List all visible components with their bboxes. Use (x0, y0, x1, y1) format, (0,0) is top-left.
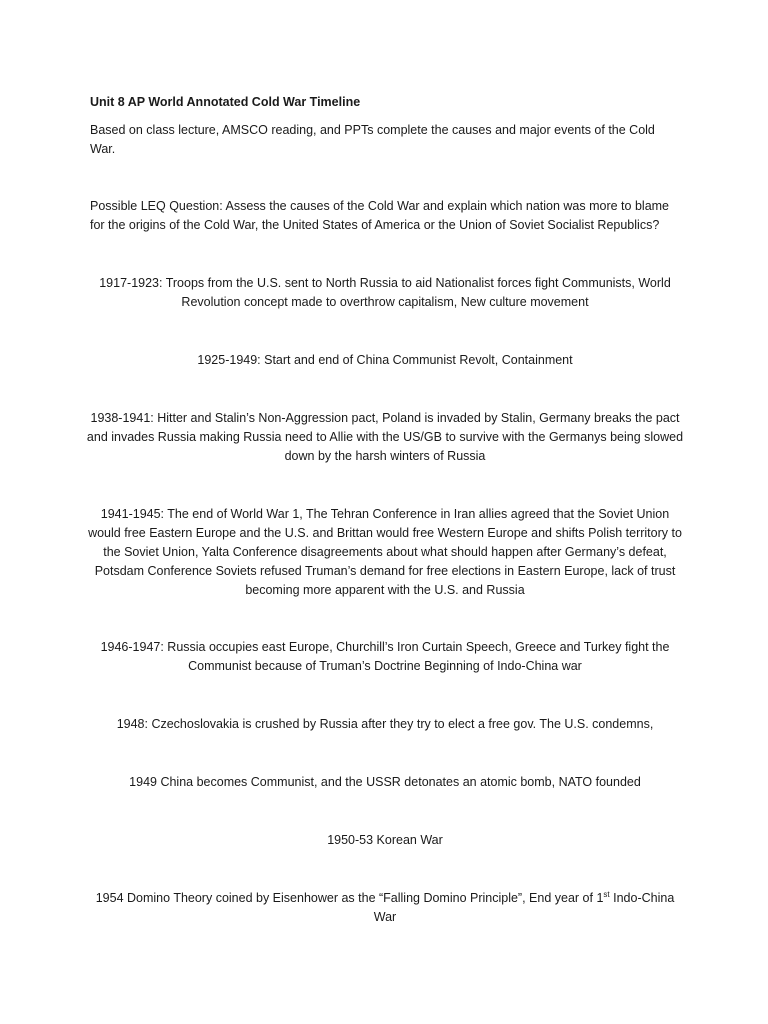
timeline-entry-1946-1947: 1946-1947: Russia occupies east Europe, Churchill’s Iron Curtain Speech, Greece and Turkey fight the Communist because of Truman’s Doctrine Beginning of Indo-China war (100, 640, 670, 673)
timeline-entry-1950-1953: 1950-53 Korean War (327, 833, 443, 847)
timeline-entry-1941-1945: 1941-1945: The end of World War 1, The Tehran Conference in Iran allies agreed that the Soviet Union would free Eastern Europe and the U.S. and Brittan would free Western Europe and shifts Polish territory to the Soviet Union, Yalta Conference disagreements about what should happen after Germany’s defeat, Potsdam Conference Soviets refused Truman’s demand for free elections in Eastern Europe, lack of trust becoming more apparent with the U.S. and Russia (88, 507, 682, 597)
timeline-entry-1954-text-start: 1954 Domino Theory coined by Eisenhower as the “Falling Domino Principle”, End year of 1 (95, 891, 604, 905)
leq-question-paragraph: Possible LEQ Question: Assess the causes of the Cold War and explain which nation was more to blame for the origins of the Cold War, the United States of America or the Union of Soviet Socialist Republics? (90, 199, 670, 232)
intro-paragraph: Based on class lecture, AMSCO reading, and PPTs complete the causes and major events of the Cold War. (90, 123, 655, 156)
timeline-entry-1917-1923: 1917-1923: Troops from the U.S. sent to North Russia to aid Nationalist forces fight Communists, World Revolution concept made to overthrow capitalism, New culture movement (99, 276, 671, 309)
timeline-entry-1925-1949: 1925-1949: Start and end of China Communist Revolt, Containment (197, 353, 573, 367)
timeline-entry-1948: 1948: Czechoslovakia is crushed by Russia after they try to elect a free gov. The U.S. condemns, (116, 717, 654, 731)
ordinal-superscript: st (603, 889, 610, 899)
timeline-entry-1938-1941: 1938-1941: Hitter and Stalin’s Non-Aggression pact, Poland is invaded by Stalin, Germany breaks the pact and invades Russia making Russia need to Allie with the US/GB to survive with the Germanys being slowed down by the harsh winters of Russia (86, 411, 684, 463)
timeline-entry-1954 (85, 889, 685, 927)
document-title: Unit 8 AP World Annotated Cold War Timeline (90, 95, 361, 109)
timeline-entry-1954-text-end: Indo-China War (373, 891, 675, 924)
timeline-entry-1949: 1949 China becomes Communist, and the USSR detonates an atomic bomb, NATO founded (129, 775, 641, 789)
